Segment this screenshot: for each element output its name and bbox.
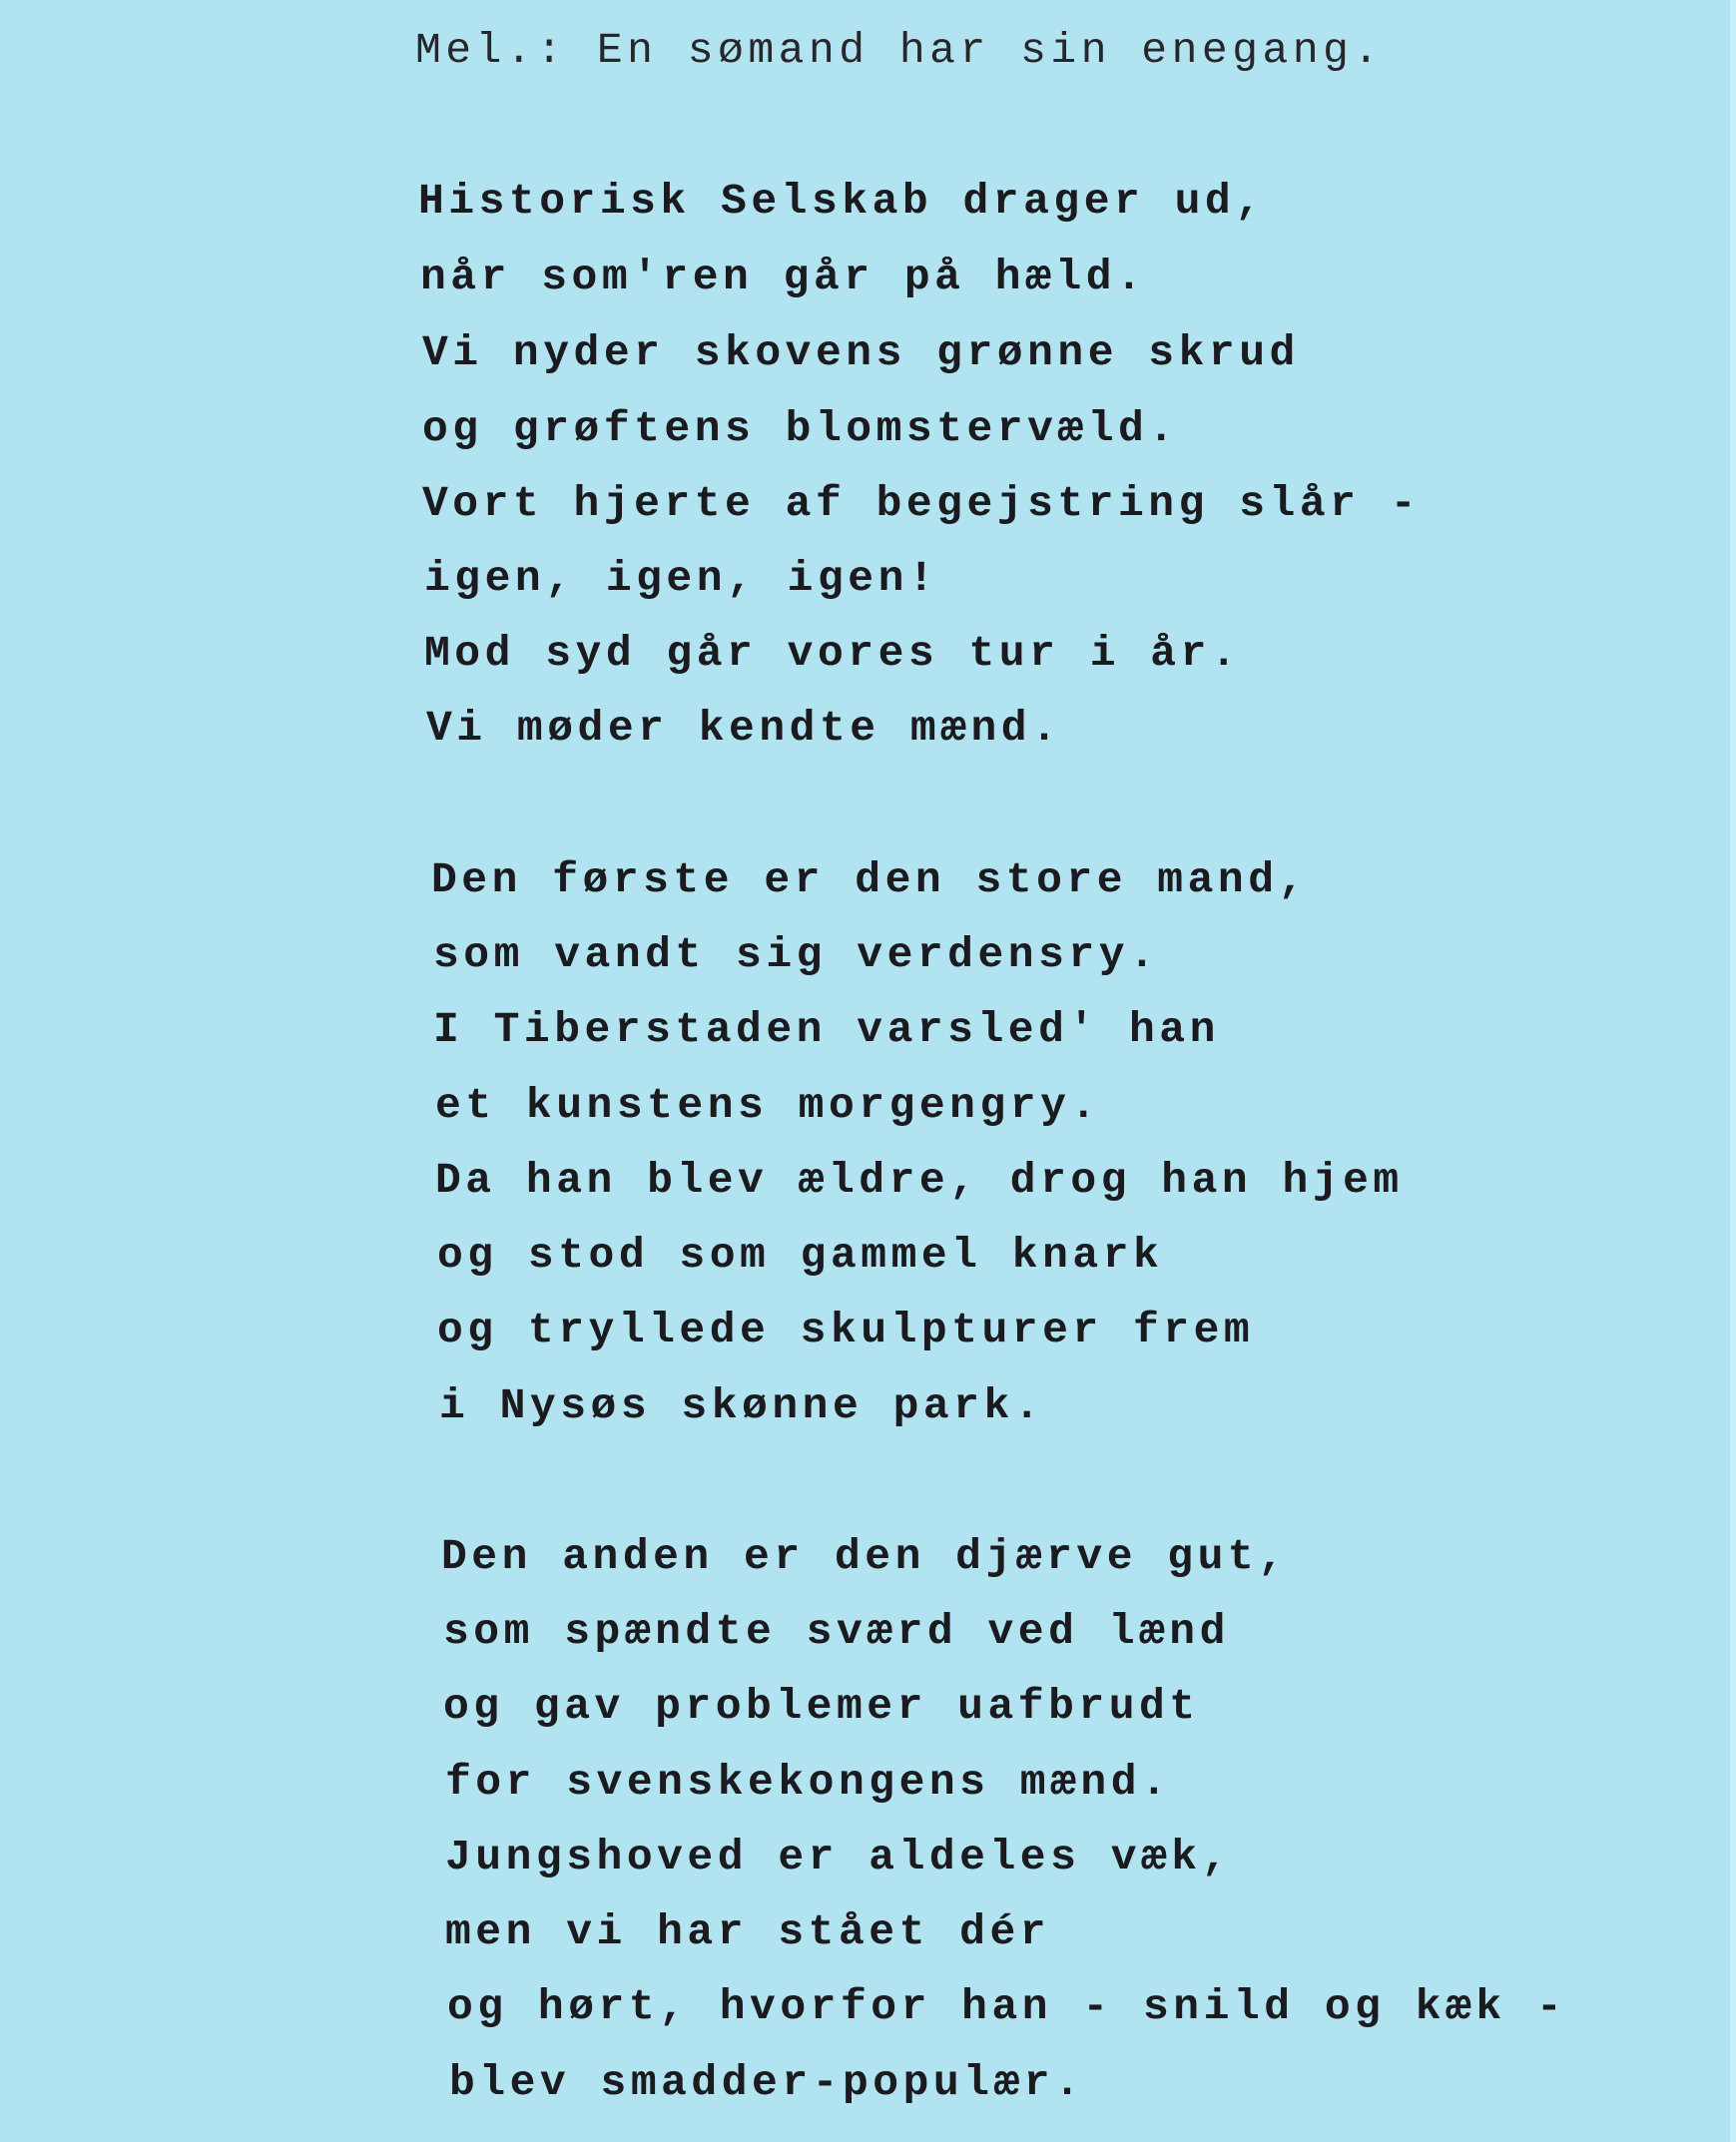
verse-line: for svenskekongens mænd. [445, 1758, 1172, 1807]
verse-line: Den anden er den djærve gut, [441, 1532, 1289, 1581]
verse-line: og gav problemer uafbrudt [443, 1682, 1200, 1731]
verse-line: igen, igen, igen! [424, 554, 939, 603]
verse-line: Historisk Selskab drager ud, [418, 177, 1266, 226]
verse-line: men vi har stået dér [445, 1907, 1051, 1956]
verse-line: og tryllede skulpturer frem [437, 1306, 1255, 1354]
verse-line: i Nysøs skønne park. [439, 1381, 1045, 1430]
verse-line: Vi møder kendte mænd. [426, 704, 1062, 753]
verse-line: I Tiberstaden varsled' han [433, 1005, 1220, 1054]
verse-line: Vi nyder skovens grønne skrud [422, 328, 1300, 377]
verse-line: når som'ren går på hæld. [420, 253, 1147, 301]
verse-line: som spændte sværd ved lænd [443, 1607, 1230, 1656]
verse-line: Den første er den store mand, [431, 855, 1309, 904]
page-edge [1730, 0, 1736, 2142]
verse-line: Jungshoved er aldeles væk, [445, 1833, 1232, 1881]
verse-line: Mod syd går vores tur i år. [424, 629, 1242, 678]
verse-line: som vandt sig verdensry. [433, 930, 1160, 979]
verse-line: og hørt, hvorfor han - snild og kæk - [447, 1982, 1567, 2031]
verse-line: blev smadder-populær. [449, 2058, 1085, 2107]
melody-line: Mel.: En sømand har sin enegang. [415, 26, 1384, 75]
verse-line: og grøftens blomstervæld. [422, 404, 1179, 453]
verse-line: og stod som gammel knark [437, 1231, 1164, 1280]
verse-line: et kunstens morgengry. [435, 1081, 1101, 1130]
verse-line: Da han blev ældre, drog han hjem [435, 1156, 1404, 1205]
verse-line: Vort hjerte af begejstring slår - [422, 479, 1422, 528]
